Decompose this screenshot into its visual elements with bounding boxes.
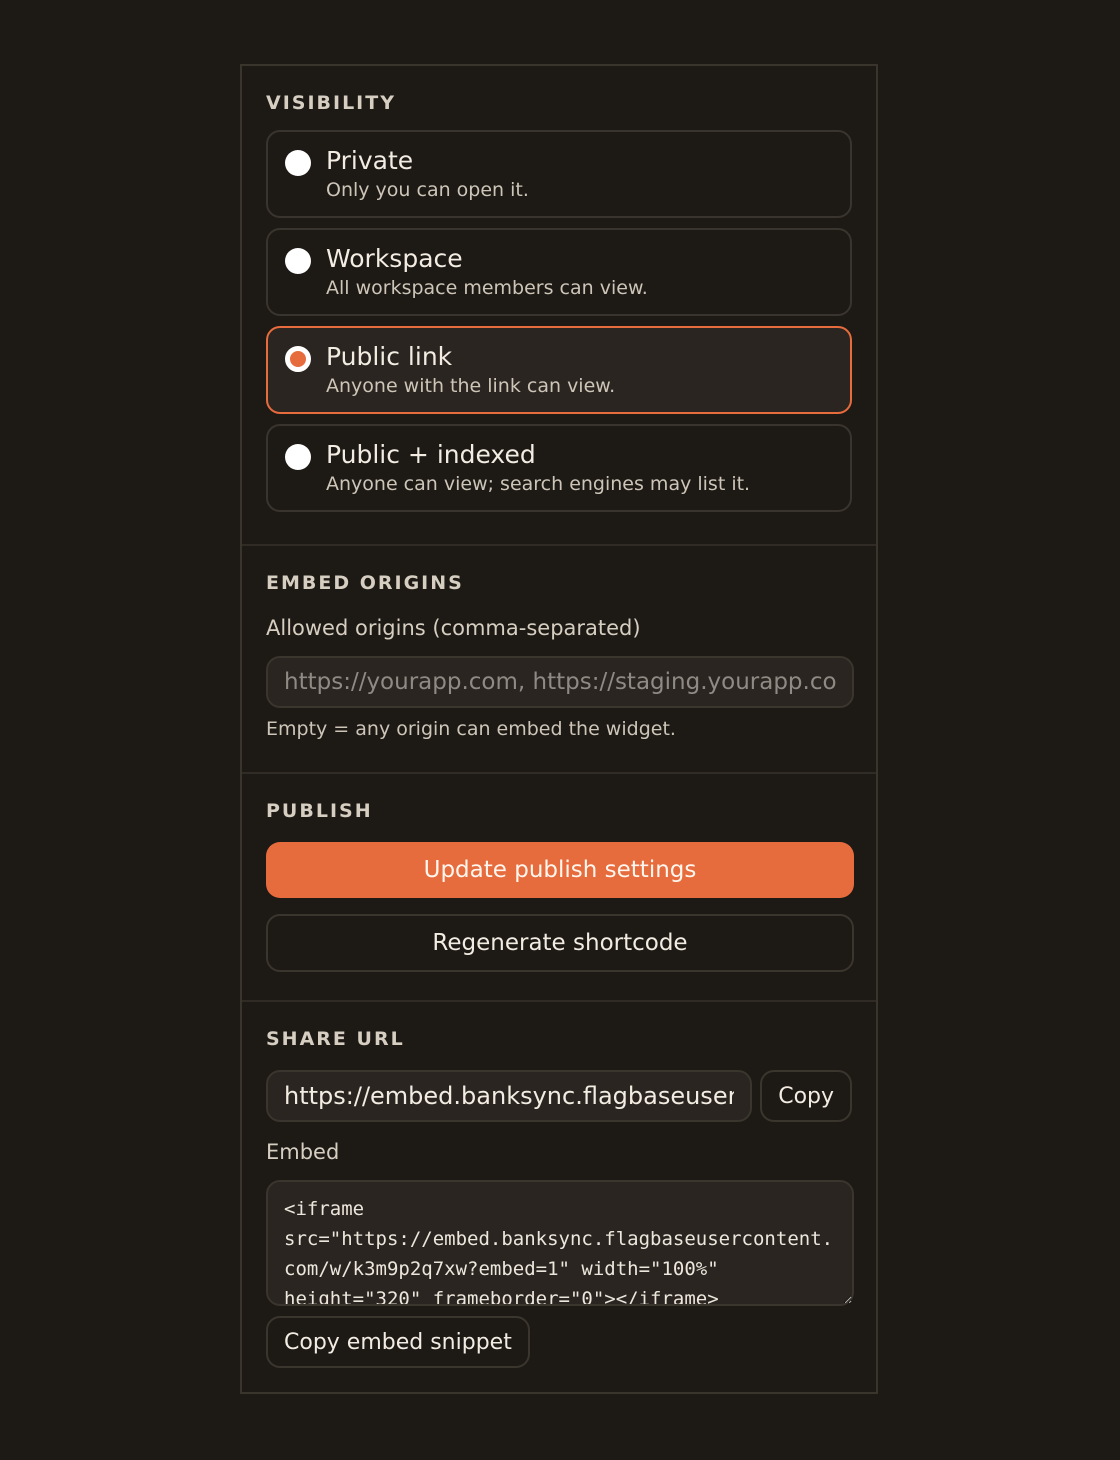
option-description: Anyone can view; search engines may list it. [326,473,751,495]
publish-heading: PUBLISH [266,800,373,822]
embed-origins-heading: EMBED ORIGINS [266,572,464,594]
radio-workspace[interactable] [285,248,311,274]
option-label: Private [326,146,414,175]
visibility-option-workspace[interactable] [266,228,852,316]
embed-origins-section [242,546,876,774]
option-description: All workspace members can view. [326,277,648,299]
regenerate-shortcode-button[interactable]: Regenerate shortcode [266,914,854,972]
allowed-origins-hint: Empty = any origin can embed the widget. [266,718,676,740]
share-url-input[interactable] [266,1070,752,1122]
publish-settings-panel [240,64,878,1394]
allowed-origins-label: Allowed origins (comma-separated) [266,616,641,640]
share-url-row [266,1070,852,1122]
visibility-options [266,130,852,512]
option-label: Workspace [326,244,463,273]
option-description: Only you can open it. [326,179,529,201]
visibility-option-private[interactable] [266,130,852,218]
update-publish-settings-button[interactable]: Update publish settings [266,842,854,898]
copy-url-button[interactable]: Copy [760,1070,852,1122]
embed-code-textarea[interactable] [266,1180,854,1306]
option-description: Anyone with the link can view. [326,375,616,397]
visibility-section [242,66,876,546]
option-label: Public + indexed [326,440,536,469]
radio-public-indexed[interactable] [285,444,311,470]
visibility-heading: VISIBILITY [266,92,396,114]
allowed-origins-input[interactable] [266,656,854,708]
share-url-section [242,1002,876,1394]
radio-private[interactable] [285,150,311,176]
embed-label: Embed [266,1140,340,1164]
option-label: Public link [326,342,453,371]
visibility-option-public-indexed[interactable] [266,424,852,512]
share-url-heading: SHARE URL [266,1028,405,1050]
visibility-option-public-link[interactable] [266,326,852,414]
publish-section [242,774,876,1002]
copy-embed-snippet-button[interactable]: Copy embed snippet [266,1316,530,1368]
radio-public-link[interactable] [285,346,311,372]
